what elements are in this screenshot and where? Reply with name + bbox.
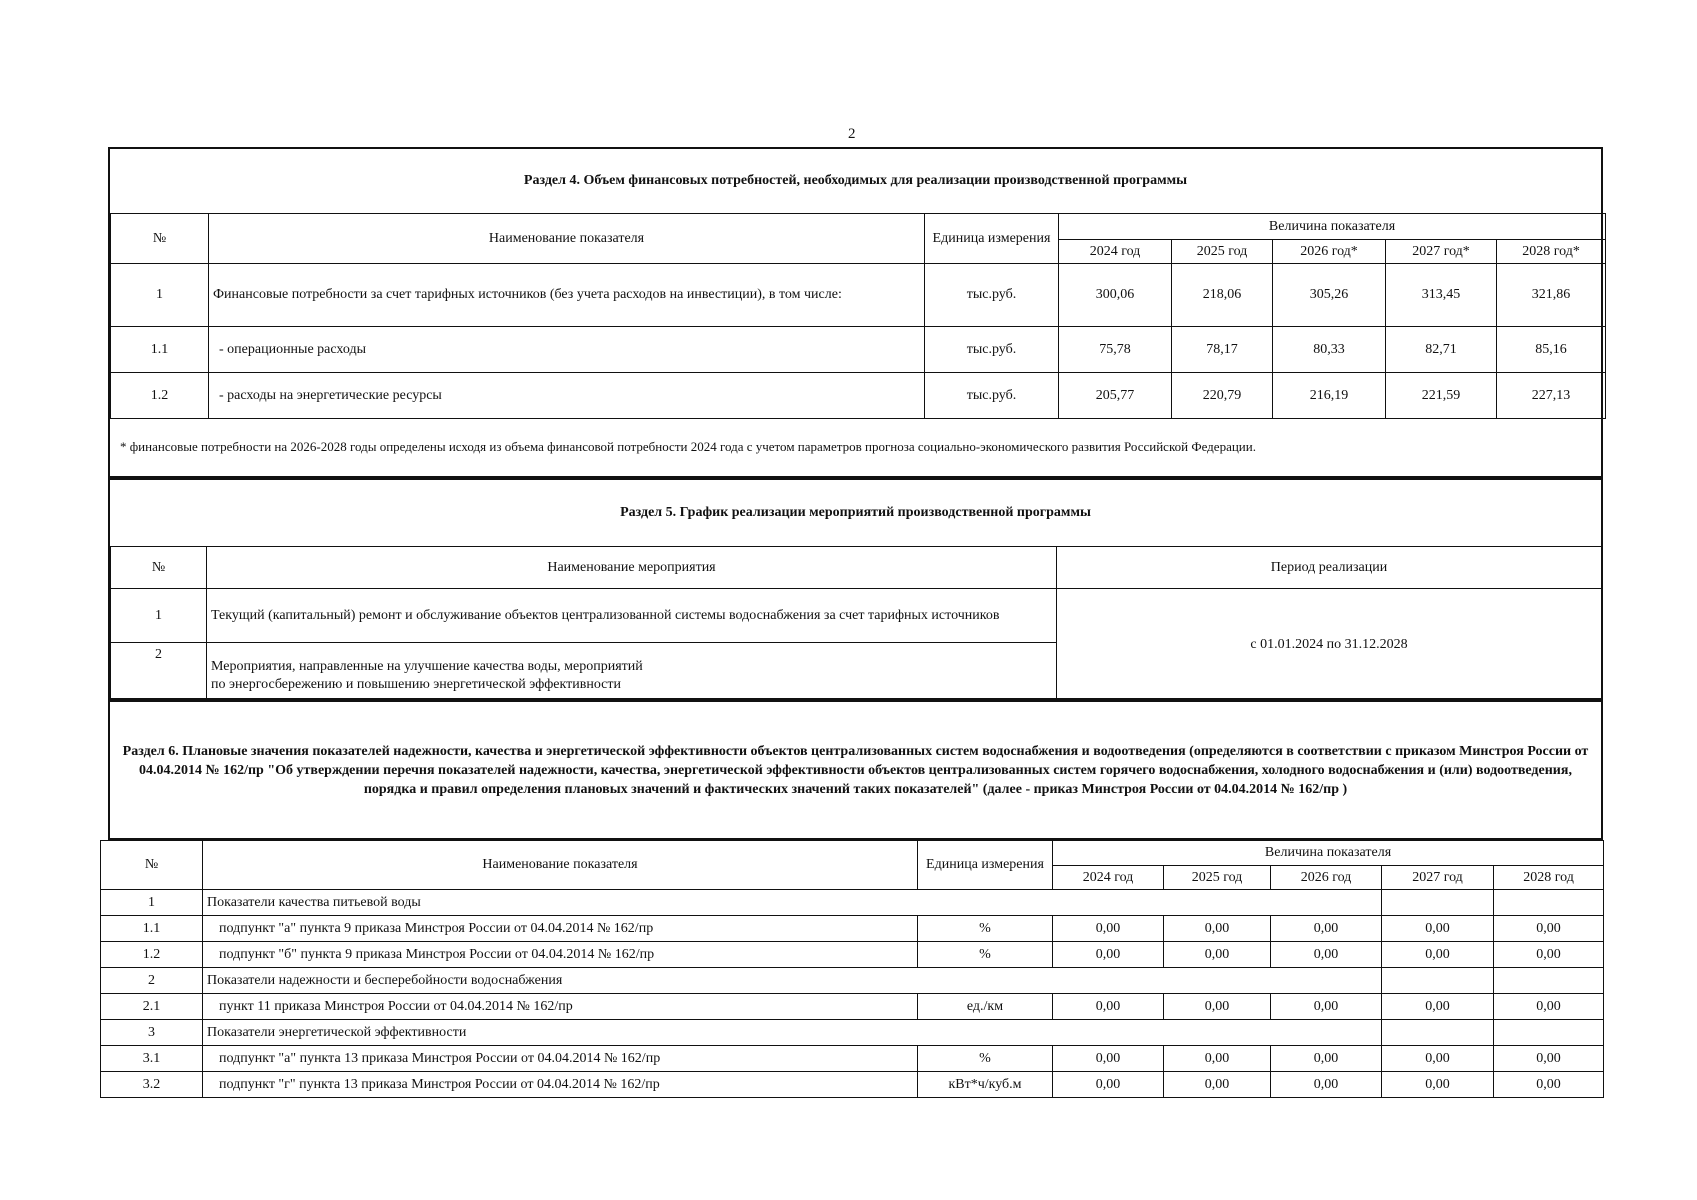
row-value: 0,00 bbox=[1494, 1072, 1604, 1098]
page-number: 2 bbox=[848, 126, 856, 142]
row-value: 0,00 bbox=[1164, 916, 1271, 942]
header-period: Период реализации bbox=[1057, 547, 1602, 589]
row-num: 3.1 bbox=[101, 1046, 203, 1072]
row-value: 0,00 bbox=[1271, 942, 1382, 968]
row-value: 220,79 bbox=[1172, 373, 1273, 419]
group-name: Показатели энергетической эффективности bbox=[203, 1020, 1382, 1046]
year-header: 2026 год bbox=[1271, 866, 1382, 890]
row-value: 0,00 bbox=[1164, 1046, 1271, 1072]
header-value: Величина показателя bbox=[1059, 214, 1606, 240]
section-5-block bbox=[108, 478, 1603, 700]
row-name: подпункт "а" пункта 9 приказа Минстроя России от 04.04.2014 № 162/пр bbox=[203, 916, 918, 942]
header-num: № bbox=[111, 547, 207, 589]
row-value: 80,33 bbox=[1273, 327, 1386, 373]
row-value: 0,00 bbox=[1271, 916, 1382, 942]
row-value: 82,71 bbox=[1386, 327, 1497, 373]
row-value: 321,86 bbox=[1497, 264, 1606, 327]
row-value: 0,00 bbox=[1494, 916, 1604, 942]
row-value: 0,00 bbox=[1053, 994, 1164, 1020]
row-value: 0,00 bbox=[1382, 942, 1494, 968]
year-header: 2025 год bbox=[1164, 866, 1271, 890]
row-unit: тыс.руб. bbox=[925, 373, 1059, 419]
row-value: 221,59 bbox=[1386, 373, 1497, 419]
row-value: 78,17 bbox=[1172, 327, 1273, 373]
group-name: Показатели надежности и бесперебойности водоснабжения bbox=[203, 968, 1382, 994]
year-header: 2027 год bbox=[1382, 866, 1494, 890]
row-value: 0,00 bbox=[1053, 1046, 1164, 1072]
row-value: 0,00 bbox=[1382, 1046, 1494, 1072]
row-num: 1.2 bbox=[101, 942, 203, 968]
row-value: 0,00 bbox=[1494, 1046, 1604, 1072]
section-5-table bbox=[110, 546, 1602, 701]
header-name: Наименование показателя bbox=[203, 841, 918, 890]
row-unit: тыс.руб. bbox=[925, 327, 1059, 373]
section-6-table bbox=[100, 840, 1604, 1098]
table-row bbox=[111, 327, 1606, 373]
row-value: 305,26 bbox=[1273, 264, 1386, 327]
header-num: № bbox=[111, 214, 209, 264]
table-row bbox=[111, 589, 1602, 643]
row-value: 0,00 bbox=[1271, 1046, 1382, 1072]
row-unit: ед./км bbox=[918, 994, 1053, 1020]
header-value: Величина показателя bbox=[1053, 841, 1604, 866]
year-header: 2026 год* bbox=[1273, 240, 1386, 264]
section-4-block bbox=[108, 147, 1603, 478]
row-unit: кВт*ч/куб.м bbox=[918, 1072, 1053, 1098]
header-unit: Единица измерения bbox=[925, 214, 1059, 264]
header-num: № bbox=[101, 841, 203, 890]
year-header: 2025 год bbox=[1172, 240, 1273, 264]
row-num: 2.1 bbox=[101, 994, 203, 1020]
row-num: 1.1 bbox=[111, 327, 209, 373]
header-name: Наименование показателя bbox=[209, 214, 925, 264]
row-name: пункт 11 приказа Минстроя России от 04.04.2014 № 162/пр bbox=[203, 994, 918, 1020]
table-row bbox=[101, 1046, 1604, 1072]
year-header: 2027 год* bbox=[1386, 240, 1497, 264]
group-row bbox=[101, 890, 1604, 916]
row-value: 85,16 bbox=[1497, 327, 1606, 373]
row-num: 3.2 bbox=[101, 1072, 203, 1098]
row-value: 0,00 bbox=[1271, 994, 1382, 1020]
row-value: 313,45 bbox=[1386, 264, 1497, 327]
row-name: подпункт "г" пункта 13 приказа Минстроя России от 04.04.2014 № 162/пр bbox=[203, 1072, 918, 1098]
row-value: 0,00 bbox=[1382, 916, 1494, 942]
row-unit: % bbox=[918, 916, 1053, 942]
row-num: 2 bbox=[111, 643, 207, 701]
header-unit: Единица измерения bbox=[918, 841, 1053, 890]
row-value: 0,00 bbox=[1494, 994, 1604, 1020]
row-value: 0,00 bbox=[1494, 942, 1604, 968]
row-value: 216,19 bbox=[1273, 373, 1386, 419]
row-unit: тыс.руб. bbox=[925, 264, 1059, 327]
row-unit: % bbox=[918, 942, 1053, 968]
group-num: 1 bbox=[101, 890, 203, 916]
row-value: 0,00 bbox=[1382, 1072, 1494, 1098]
row-value: 0,00 bbox=[1164, 942, 1271, 968]
row-value: 0,00 bbox=[1053, 942, 1164, 968]
row-name: - расходы на энергетические ресурсы bbox=[209, 373, 925, 419]
row-name: Текущий (капитальный) ремонт и обслуживание объектов централизованной системы водоснабжения за счет тарифных источников bbox=[207, 589, 1057, 643]
row-value: 218,06 bbox=[1172, 264, 1273, 327]
year-header: 2028 год* bbox=[1497, 240, 1606, 264]
row-name: подпункт "б" пункта 9 приказа Минстроя России от 04.04.2014 № 162/пр bbox=[203, 942, 918, 968]
row-value: 0,00 bbox=[1164, 994, 1271, 1020]
row-num: 1.1 bbox=[101, 916, 203, 942]
table-row bbox=[111, 373, 1606, 419]
row-name-line-2: по энергосбережению и повышению энергетической эффективности bbox=[211, 676, 621, 692]
table-row bbox=[101, 1072, 1604, 1098]
group-row bbox=[101, 968, 1604, 994]
table-row bbox=[101, 994, 1604, 1020]
row-value: 0,00 bbox=[1053, 916, 1164, 942]
section-6-block bbox=[108, 700, 1603, 840]
row-num: 1 bbox=[111, 589, 207, 643]
group-num: 2 bbox=[101, 968, 203, 994]
header-event-name: Наименование мероприятия bbox=[207, 547, 1057, 589]
section-6-title: Раздел 6. Плановые значения показателей надежности, качества и энергетической эффективности объектов централизованных систем водоснабжения и водоотведения (определяются в соответствии с приказом Минстроя России от 04.04.2014 № 162/пр "Об утверждении перечня показателей надежности, качества, энергетической эффективности объектов централизованных систем горячего водоснабжения, холодного водоснабжения и (или) водоотведения, порядка и правил определения плановых значений и фактических значений таких показателей" (далее - приказ Минстроя России от 04.04.2014 № 162/пр ) bbox=[122, 743, 1589, 797]
row-value: 227,13 bbox=[1497, 373, 1606, 419]
row-name: подпункт "а" пункта 13 приказа Минстроя России от 04.04.2014 № 162/пр bbox=[203, 1046, 918, 1072]
group-name: Показатели качества питьевой воды bbox=[203, 890, 1382, 916]
row-unit: % bbox=[918, 1046, 1053, 1072]
row-value: 205,77 bbox=[1059, 373, 1172, 419]
row-value: 0,00 bbox=[1164, 1072, 1271, 1098]
group-row bbox=[101, 1020, 1604, 1046]
section-4-title: Раздел 4. Объем финансовых потребностей, необходимых для реализации производственной программы bbox=[523, 173, 1188, 188]
row-value: 0,00 bbox=[1053, 1072, 1164, 1098]
table-row bbox=[101, 916, 1604, 942]
row-value: 75,78 bbox=[1059, 327, 1172, 373]
year-header: 2024 год bbox=[1059, 240, 1172, 264]
row-value: 0,00 bbox=[1382, 994, 1494, 1020]
table-row bbox=[111, 264, 1606, 327]
section-4-footnote: * финансовые потребности на 2026-2028 годы определены исходя из объема финансовой потребности 2024 года с учетом параметров прогноза социально-экономического развития Российской Федерации. bbox=[120, 439, 1256, 454]
year-header: 2024 год bbox=[1053, 866, 1164, 890]
section-4-table bbox=[110, 213, 1606, 419]
row-name: - операционные расходы bbox=[209, 327, 925, 373]
realization-period: с 01.01.2024 по 31.12.2028 bbox=[1057, 589, 1602, 701]
row-value: 0,00 bbox=[1271, 1072, 1382, 1098]
row-name-line-1: Мероприятия, направленные на улучшение качества воды, мероприятий bbox=[211, 658, 643, 674]
year-header: 2028 год bbox=[1494, 866, 1604, 890]
row-value: 300,06 bbox=[1059, 264, 1172, 327]
row-num: 1 bbox=[111, 264, 209, 327]
row-name: Финансовые потребности за счет тарифных источников (без учета расходов на инвестиции), в том числе: bbox=[209, 264, 925, 327]
section-6-table-wrap bbox=[100, 840, 1603, 1098]
section-5-title: Раздел 5. График реализации мероприятий производственной программы bbox=[110, 480, 1601, 547]
table-row bbox=[101, 942, 1604, 968]
group-num: 3 bbox=[101, 1020, 203, 1046]
row-num: 1.2 bbox=[111, 373, 209, 419]
